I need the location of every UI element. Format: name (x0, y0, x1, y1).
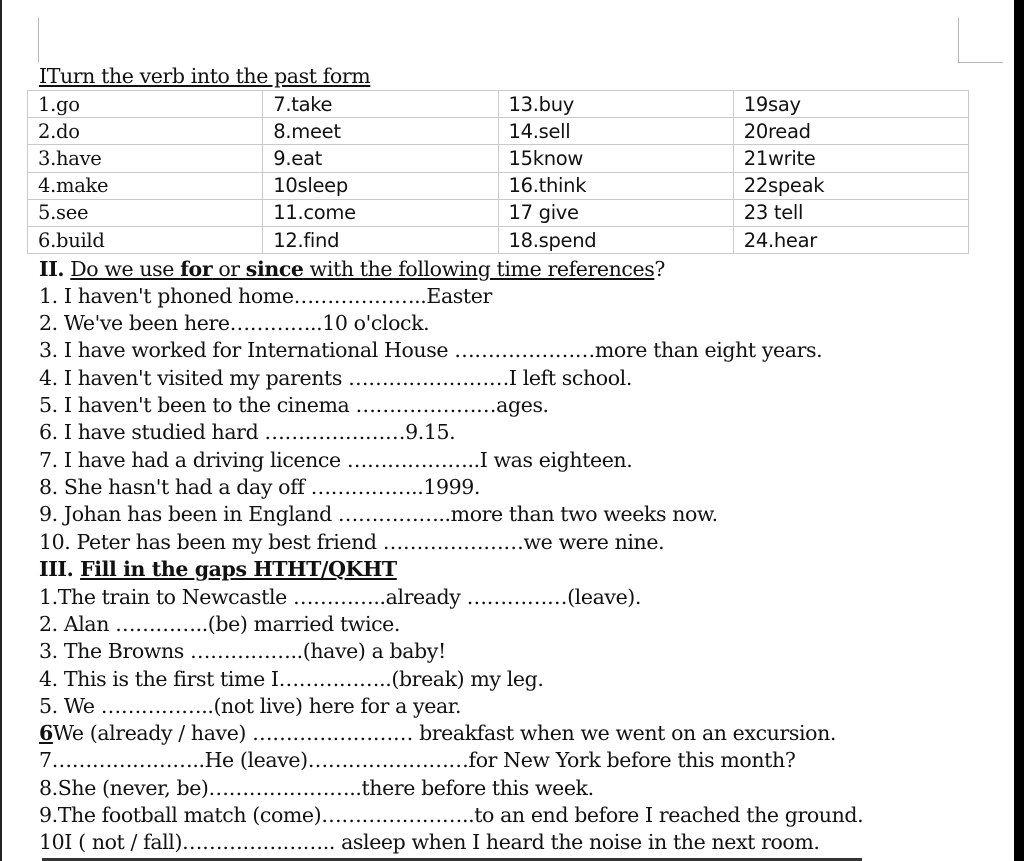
verb-table-cell: 3.have (28, 145, 263, 172)
crop-mark-top-left (38, 18, 39, 62)
verb-table-cell: 23 tell (733, 199, 968, 226)
verb-table-cell: 13.buy (498, 91, 733, 118)
section1-title: ITurn the verb into the past form (39, 64, 371, 88)
section3-item: 10I ( not / fall)………………….. asleep when I heard the noise in the next room. (39, 830, 820, 854)
section2-or: or (212, 257, 246, 281)
section3-item: 9.The football match (come)…………………..to an end before I reached the ground. (39, 803, 864, 827)
section2-item: 1. I haven't phoned home………………..Easter (39, 284, 492, 308)
section2-item: 9. Johan has been in England ……………..more than two weeks now. (39, 502, 718, 526)
verb-table-row (28, 226, 969, 253)
cut-off-text-line (42, 852, 862, 861)
section3-item: 2. Alan …………..(be) married twice. (39, 612, 401, 636)
verb-table-cell: 11.come (263, 199, 498, 226)
verb-table-cell: 2.do (28, 118, 263, 145)
section3-item: 5. We ……………..(not live) here for a year. (39, 694, 462, 718)
crop-mark-top-right (958, 18, 1003, 63)
verb-table-row (28, 91, 969, 118)
section2-question-part1: Do we use (70, 257, 181, 281)
section2-item: 4. I haven't visited my parents ……………………I left school. (39, 366, 632, 390)
section2-item: 6. I have studied hard …………………9.15. (39, 420, 456, 444)
verb-table-cell: 10sleep (263, 172, 498, 199)
verb-table-cell: 24.hear (733, 226, 968, 253)
section3-roman: III. (39, 557, 74, 581)
verb-table-cell: 19say (733, 91, 968, 118)
section2-roman: II. (39, 257, 65, 281)
section3-item: 1.The train to Newcastle …………..already ……………(leave). (39, 585, 642, 609)
verb-table-cell: 12.find (263, 226, 498, 253)
verb-table-row (28, 145, 969, 172)
section2-question-mark: ? (654, 257, 665, 281)
section3-item-6 (39, 720, 836, 746)
section2-question-part2: with the following time references (303, 257, 655, 281)
section2-question (70, 257, 654, 281)
section3-item: 3. The Browns ……………..(have) a baby! (39, 639, 446, 663)
section3-item-6-number: 6 (39, 721, 53, 745)
verb-table-cell: 8.meet (263, 118, 498, 145)
verb-table-cell: 17 give (498, 199, 733, 226)
section3-item: 7…………………..He (leave)……………………for New York before this month? (39, 748, 796, 772)
verb-table-row (28, 199, 969, 226)
section3-item: 8.She (never, be)…………………..there before this week. (39, 776, 594, 800)
section3-item: 4. This is the first time I……………..(break) my leg. (39, 667, 544, 691)
verb-table-cell: 20read (733, 118, 968, 145)
section3-heading (39, 556, 397, 582)
verb-table-cell: 1.go (28, 91, 263, 118)
section3-item-6-text: We (already / have) …………………… breakfast when we went on an excursion. (52, 721, 836, 745)
section2-since: since (245, 257, 304, 281)
section2-for: for (180, 257, 213, 281)
verb-table-cell: 9.eat (263, 145, 498, 172)
verb-table-cell: 18.spend (498, 226, 733, 253)
section2-item: 2. We've been here…………..10 o'clock. (39, 311, 430, 335)
section2-item: 7. I have had a driving licence ………………..I was eighteen. (39, 448, 633, 472)
verb-table-row (28, 172, 969, 199)
verb-table-cell: 22speak (733, 172, 968, 199)
verb-table-cell: 21write (733, 145, 968, 172)
verb-table-cell: 7.take (263, 91, 498, 118)
verb-table-cell: 14.sell (498, 118, 733, 145)
section2-item: 8. She hasn't had a day off ……………..1999. (39, 475, 481, 499)
section2-heading (39, 256, 665, 282)
section3-title: Fill in the gaps HTHT/QKHT (80, 557, 397, 581)
verb-table (27, 90, 969, 254)
verb-table-cell: 4.make (28, 172, 263, 199)
verb-table-cell: 6.build (28, 226, 263, 253)
verb-table-cell: 15know (498, 145, 733, 172)
section2-item: 3. I have worked for International House …………………more than eight years. (39, 338, 823, 362)
section2-item: 5. I haven't been to the cinema …………………ages. (39, 393, 549, 417)
verb-table-cell: 16.think (498, 172, 733, 199)
verb-table-cell: 5.see (28, 199, 263, 226)
verb-table-row (28, 118, 969, 145)
section2-item: 10. Peter has been my best friend …………………we were nine. (39, 530, 665, 554)
